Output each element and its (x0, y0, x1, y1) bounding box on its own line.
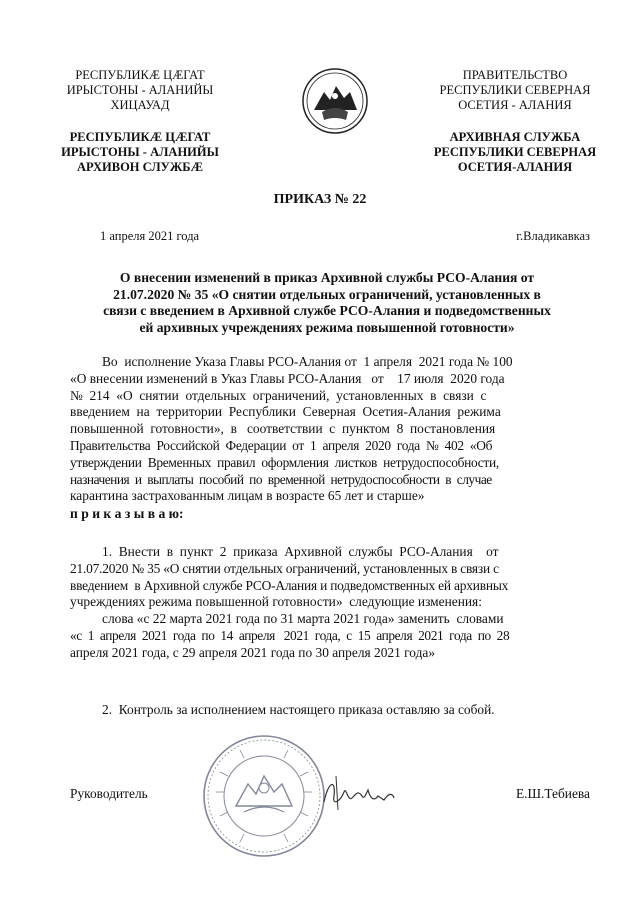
item1-line: слова «с 22 марта 2021 года по 31 марта 2021 года» заменить словами (102, 611, 504, 627)
right-dept-line: ОСЕТИЯ-АЛАНИЯ (457, 160, 573, 174)
item1-line: апреля 2021 года, с 29 апреля 2021 года по 30 апреля 2021 года» (70, 644, 436, 660)
right-org-line: ОСЕТИЯ - АЛАНИЯ (458, 98, 572, 112)
item1-line: учреждениях режима повышенной готовности» следующие изменения: (70, 594, 482, 610)
handwritten-signature (318, 772, 398, 816)
left-org-line: ИРЫСТОНЫ - АЛАНИЙЫ (66, 83, 214, 97)
item-2-paragraph: 2. Контроль за исполнением настоящего приказа оставляю за собой. (102, 702, 495, 717)
preamble-line: № 214 «О снятии отдельных ограничений, установленных в связи с (70, 387, 487, 403)
preamble-line: утверждении Временных правил оформления листков нетрудоспособности, (70, 454, 499, 470)
item-1-paragraph (70, 544, 590, 662)
order-date: 1 апреля 2021 года (100, 229, 200, 243)
left-dept-name (52, 130, 228, 175)
left-org-line: РЕСПУБЛИКӔ ЦӔГАТ (75, 68, 205, 82)
preamble-line: введением на территории Республики Северная Осетия-Алания режима (70, 404, 501, 420)
left-dept-line: ИРЫСТОНЫ - АЛАНИЙЫ (61, 145, 219, 159)
preamble-paragraph (70, 354, 590, 505)
right-org-name (420, 68, 610, 113)
decree-word: п р и к а з ы в а ю: (70, 506, 184, 521)
item1-line: введением в Архивной службе РСО-Алания и подведомственных ей архивных (70, 577, 509, 593)
preamble-line: Во исполнение Указа Главы РСО-Алания от 1 апреля 2021 года № 100 (102, 354, 513, 369)
preamble-line: «О внесении изменений в Указ Главы РСО-Алания от 17 июля 2020 года (70, 370, 505, 386)
preamble-line: повышенной готовности», в соответствии с пунктом 8 постановления (70, 421, 496, 437)
left-dept-line: АРХИВОН СЛУЖБӔ (77, 160, 203, 174)
right-org-line: ПРАВИТЕЛЬСТВО (462, 68, 568, 82)
subject-line: О внесении изменений в приказ Архивной службы РСО-Алания от (119, 270, 535, 285)
left-org-line: ХИЦАУАД (110, 98, 170, 112)
signer-position: Руководитель (70, 786, 148, 801)
item1-line: 1. Внести в пункт 2 приказа Архивной службы РСО-Алания от (102, 544, 499, 559)
left-org-name (60, 68, 220, 113)
item1-line: 21.07.2020 № 35 «О снятии отдельных ограничений, установленных в связи с (70, 560, 499, 576)
subject-line: связи с введением в Архивной службе РСО-Алания и подведомственных (103, 303, 551, 318)
item1-line: «с 1 апреля 2021 года по 14 апреля 2021 года, с 15 апреля 2021 года по 28 (70, 627, 510, 643)
preamble-line: Правительства Российской Федерации от 1 апреля 2020 года № 402 «Об (70, 437, 493, 453)
official-seal-icon (200, 732, 328, 860)
signer-name: Е.Ш.Тебиева (515, 786, 590, 801)
subject-line: ей архивных учреждениях режима повышенной готовности» (139, 319, 515, 335)
left-dept-line: РЕСПУБЛИКӔ ЦӔГАТ (69, 130, 211, 144)
right-dept-name (420, 130, 610, 175)
right-dept-line: АРХИВНАЯ СЛУЖБА (449, 130, 581, 144)
coat-of-arms-icon (300, 66, 370, 136)
right-org-line: РЕСПУБЛИКИ СЕВЕРНАЯ (439, 83, 591, 97)
subject-line: 21.07.2020 № 35 «О снятии отдельных ограничений, установленных в (113, 286, 541, 302)
order-city: г.Владикавказ (516, 229, 590, 243)
preamble-line: назначения и выплаты пособий по временной нетрудоспособности в случае (70, 471, 492, 487)
right-dept-line: РЕСПУБЛИКИ СЕВЕРНАЯ (433, 145, 597, 159)
order-title: ПРИКАЗ № 22 (273, 192, 367, 207)
preamble-line: карантина застрахованным лицам в возрасте 65 лет и старше» (70, 488, 425, 504)
order-subject (62, 270, 592, 336)
